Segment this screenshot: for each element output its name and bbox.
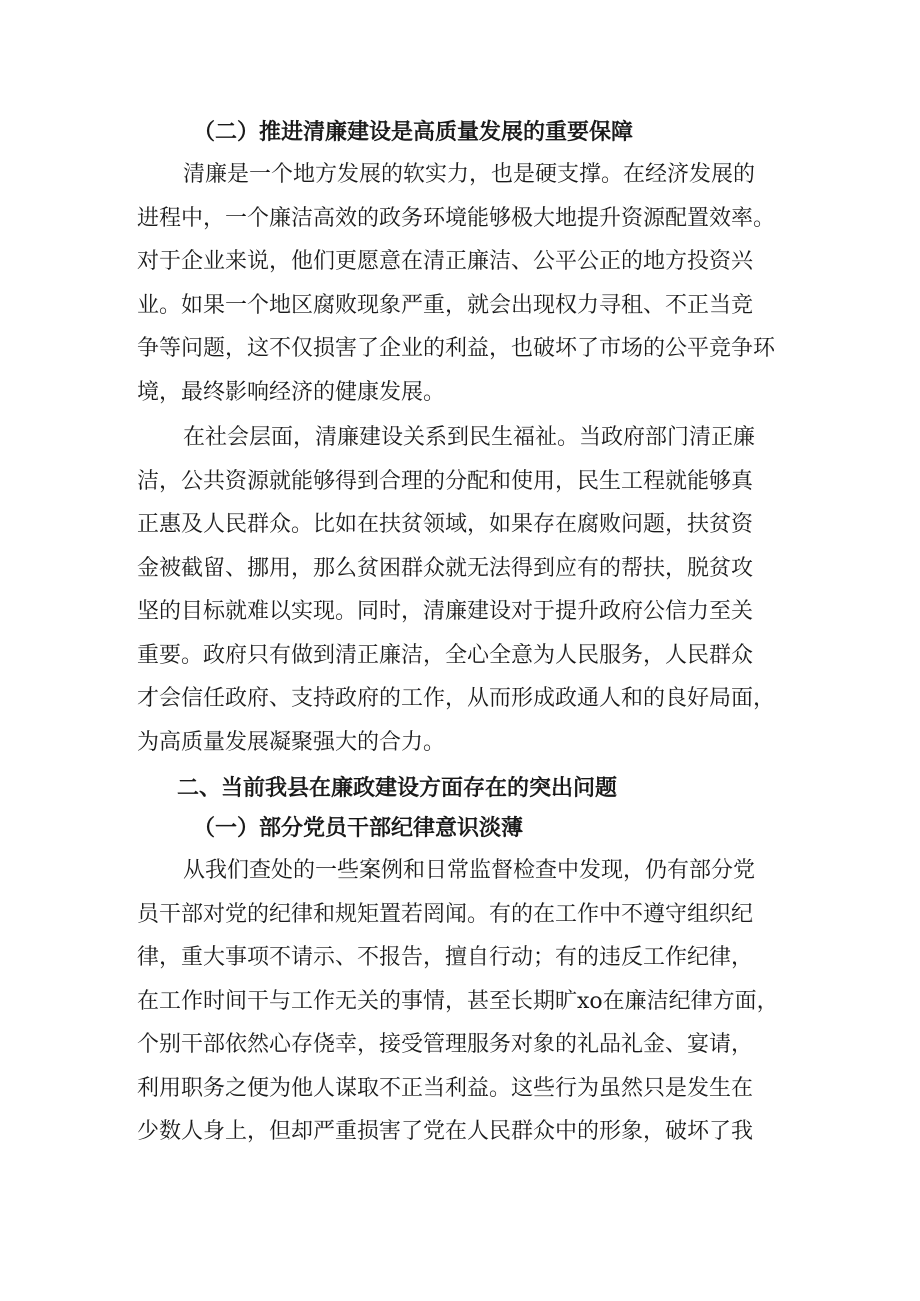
text-line: 正惠及人民群众。比如在扶贫领域，如果存在腐败问题，扶贫资	[137, 512, 754, 537]
paragraph-soft-power	[137, 153, 787, 414]
text-line: 洁，公共资源就能够得到合理的分配和使用，民生工程就能够真	[137, 468, 754, 494]
text-line: 坚的目标就难以实现。同时，清廉建设对于提升政府公信力至关	[137, 599, 754, 624]
section-heading-current-problems: 二、当前我县在廉政建设方面存在的突出问题	[177, 776, 618, 801]
text-line: 员干部对党的纪律和规矩置若罔闻。有的在工作中不遵守组织纪	[137, 901, 754, 927]
text-line: 在工作时间干与工作无关的事情，甚至长期旷xo在廉洁纪律方面，	[137, 988, 779, 1014]
section-heading-weak-discipline: （一）部分党员干部纪律意识淡薄	[193, 816, 524, 841]
text-line: 金被截留、挪用，那么贫困群众就无法得到应有的帮扶，脱贫攻	[137, 555, 754, 581]
text-line: 对于企业来说，他们更愿意在清正廉洁、公平公正的地方投资兴	[137, 249, 754, 274]
text-line: 清廉是一个地方发展的软实力，也是硬支撑。在经济发展的	[183, 162, 756, 187]
text-line: 争等问题，这不仅损害了企业的利益，也破坏了市场的公平竞争环	[137, 336, 776, 361]
text-line: 少数人身上，但却严重损害了党在人民群众中的形象，破坏了我	[137, 1119, 754, 1144]
text-line: 个别干部依然心存侥幸，接受管理服务对象的礼品礼金、宴请，	[137, 1032, 754, 1057]
text-line: 才会信任政府、支持政府的工作，从而形成政通人和的良好局面，	[137, 686, 776, 711]
text-line: 重要。政府只有做到清正廉洁，全心全意为人民服务，人民群众	[137, 642, 754, 668]
text-line: 利用职务之便为他人谋取不正当利益。这些行为虽然只是发生在	[137, 1075, 754, 1101]
document-body	[137, 113, 787, 1154]
text-line: 从我们查处的一些案例和日常监督检查中发现，仍有部分党	[183, 858, 756, 883]
paragraph-social-level	[137, 416, 787, 764]
text-line: 为高质量发展凝聚强大的合力。	[137, 729, 446, 755]
text-line: 进程中，一个廉洁高效的政务环境能够极大地提升资源配置效率。	[137, 205, 776, 231]
text-line: 境，最终影响经济的健康发展。	[137, 379, 446, 405]
paragraph-discipline-issues	[137, 849, 787, 1154]
text-line: 律，重大事项不请示、不报告，擅自行动；有的违反工作纪律，	[137, 945, 754, 970]
text-line: 在社会层面，清廉建设关系到民生福祉。当政府部门清正廉	[183, 425, 756, 450]
section-heading-promote-integrity: （二）推进清廉建设是高质量发展的重要保障	[193, 120, 634, 145]
text-line: 业。如果一个地区腐败现象严重，就会出现权力寻租、不正当竞	[137, 292, 754, 318]
